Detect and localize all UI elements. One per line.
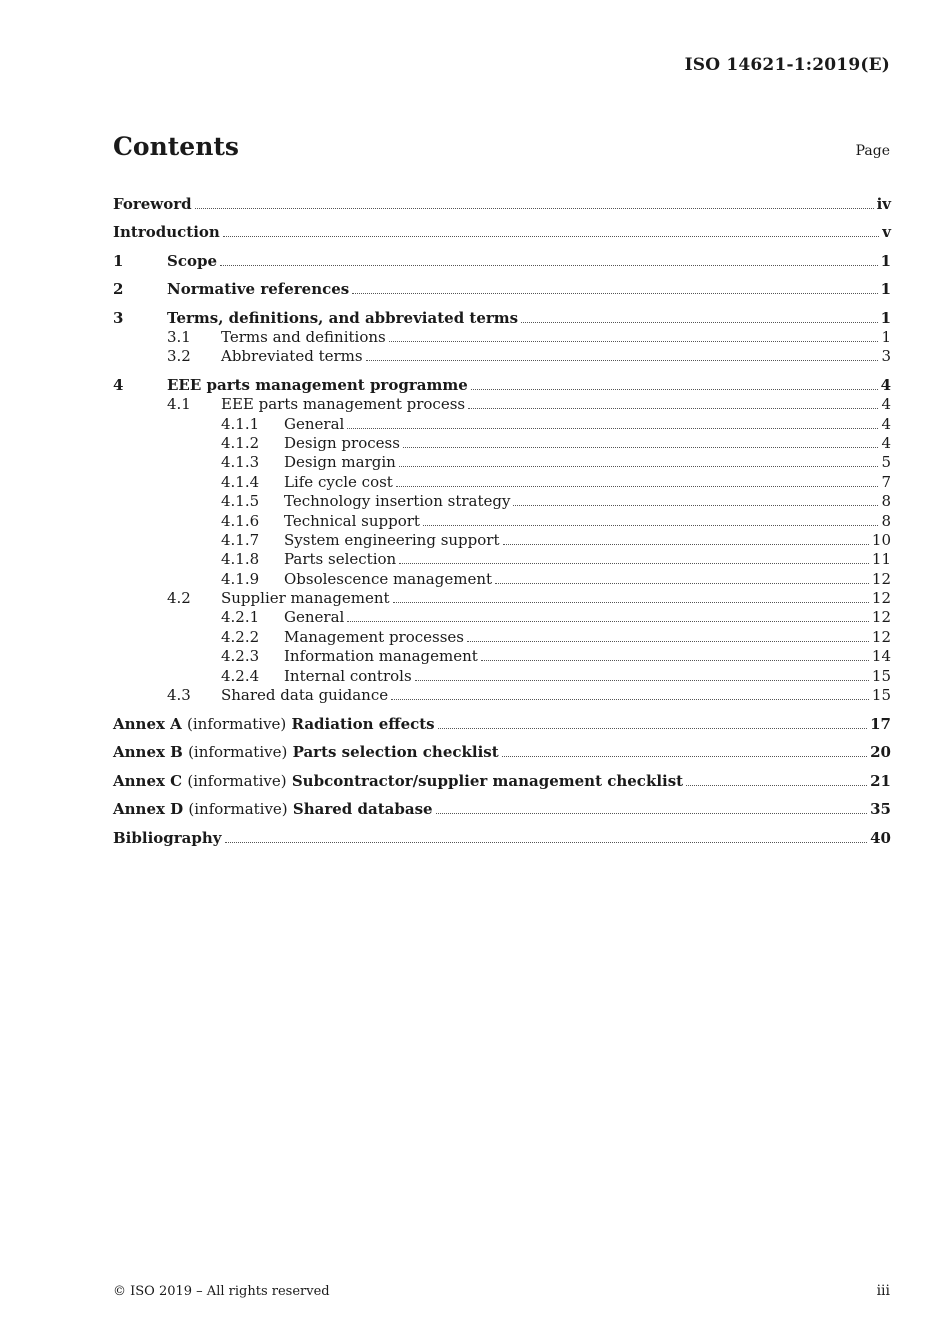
toc-title: Scope xyxy=(167,251,218,270)
dot-leader xyxy=(481,659,869,661)
toc-entry-normative-references[interactable] xyxy=(113,270,891,299)
toc-title: Parts selection xyxy=(284,550,397,569)
toc-entry-system-engineering[interactable] xyxy=(113,530,891,549)
dot-leader xyxy=(391,698,869,700)
dot-leader xyxy=(347,620,869,622)
toc-title xyxy=(113,800,433,818)
toc-number: 4.1 xyxy=(167,395,191,414)
toc-page: 1 xyxy=(880,308,891,327)
toc-page: 1 xyxy=(880,251,891,270)
toc-number: 3.2 xyxy=(167,347,191,366)
toc-title: Bibliography xyxy=(113,828,222,847)
toc-title: Internal controls xyxy=(284,666,412,685)
toc-page: 12 xyxy=(871,569,891,588)
annex-title: Parts selection checklist xyxy=(292,743,499,762)
dot-leader xyxy=(468,407,878,409)
annex-qualifier: (informative) xyxy=(188,743,288,762)
toc-title: Design margin xyxy=(284,453,396,472)
dot-leader xyxy=(399,465,879,467)
annex-label: Annex A xyxy=(113,714,182,733)
dot-leader xyxy=(223,235,879,237)
toc-title: Terms, definitions, and abbreviated terms xyxy=(167,308,519,327)
toc-page: 12 xyxy=(871,589,891,608)
toc-number: 4.2.2 xyxy=(221,627,260,646)
annex-title: Radiation effects xyxy=(291,714,435,733)
toc-page: 12 xyxy=(871,608,891,627)
toc-number: 4.2.1 xyxy=(221,608,260,627)
toc-title: Design process xyxy=(284,433,400,452)
toc-entry-supplier-management[interactable] xyxy=(113,588,891,607)
toc-entry-design-process[interactable] xyxy=(113,433,891,452)
toc-page: 4 xyxy=(881,395,891,414)
annex-label: Annex C xyxy=(113,771,183,790)
toc-number: 2 xyxy=(113,280,124,298)
toc-entry-annex-c[interactable] xyxy=(113,761,891,790)
toc-title: General xyxy=(284,414,345,433)
toc-entry-introduction[interactable] xyxy=(113,213,891,242)
toc-page: 1 xyxy=(880,280,891,298)
dot-leader xyxy=(686,784,867,786)
toc-title: General xyxy=(284,608,345,627)
toc-page: 4 xyxy=(880,375,891,394)
toc-entry-supplier-general[interactable] xyxy=(113,607,891,626)
toc-title: Terms and definitions xyxy=(221,327,386,346)
toc-page: 5 xyxy=(881,453,891,472)
toc-title: Abbreviated terms xyxy=(221,347,363,366)
toc-page: 12 xyxy=(871,627,891,646)
toc-number: 4.1.1 xyxy=(221,414,260,433)
toc-number: 4.3 xyxy=(167,686,191,705)
toc-entry-abbreviated-terms[interactable] xyxy=(113,346,891,365)
dot-leader xyxy=(423,524,879,526)
toc-number: 4.2 xyxy=(167,589,191,608)
toc-page: 4 xyxy=(881,433,891,452)
dot-leader xyxy=(495,582,869,584)
annex-title: Subcontractor/supplier management checklist xyxy=(291,771,684,790)
toc-page: 14 xyxy=(871,647,891,666)
toc-number: 4.1.5 xyxy=(221,492,260,511)
toc-page: 4 xyxy=(881,414,891,433)
toc-page: 11 xyxy=(871,550,891,569)
toc-entry-obsolescence[interactable] xyxy=(113,568,891,587)
toc-entry-annex-b[interactable] xyxy=(113,733,891,762)
dot-leader xyxy=(502,755,867,757)
annex-title: Shared database xyxy=(292,800,433,819)
toc-number: 4.2.3 xyxy=(221,647,260,666)
toc-title: EEE parts management process xyxy=(221,395,466,414)
dot-leader xyxy=(366,359,879,361)
toc-entry-scope[interactable] xyxy=(113,241,891,270)
toc-number: 1 xyxy=(113,251,124,270)
dot-leader xyxy=(352,292,877,294)
dot-leader xyxy=(521,321,877,323)
toc-entry-management-processes[interactable] xyxy=(113,626,891,645)
dot-leader xyxy=(389,340,879,342)
toc-page: 8 xyxy=(881,511,891,530)
toc-title: Technical support xyxy=(284,511,420,530)
toc-title: Information management xyxy=(284,647,478,666)
dot-leader xyxy=(503,543,869,545)
toc-entry-technology-insertion[interactable] xyxy=(113,491,891,510)
toc-entry-internal-controls[interactable] xyxy=(113,665,891,684)
toc-title: Foreword xyxy=(113,194,192,213)
toc-title: Normative references xyxy=(167,280,350,298)
toc-number: 4.2.4 xyxy=(221,666,260,685)
toc-entry-parts-selection[interactable] xyxy=(113,549,891,568)
dot-leader xyxy=(399,562,869,564)
toc-page: 21 xyxy=(870,771,891,790)
toc-entry-shared-data-guidance[interactable] xyxy=(113,685,891,704)
toc-entry-annex-d[interactable] xyxy=(113,790,891,819)
toc-page: 15 xyxy=(871,666,891,685)
toc-page: 17 xyxy=(870,714,891,733)
toc-title: Supplier management xyxy=(221,589,390,608)
toc-title: Management processes xyxy=(284,627,464,646)
toc-entry-annex-a[interactable] xyxy=(113,704,891,733)
dot-leader xyxy=(415,679,869,681)
annex-qualifier: (informative) xyxy=(188,800,288,819)
dot-leader xyxy=(471,388,878,390)
toc-page: 20 xyxy=(870,743,891,762)
dot-leader xyxy=(467,640,869,642)
toc-title: Life cycle cost xyxy=(284,472,393,491)
toc-entry-terms[interactable] xyxy=(113,298,891,327)
toc-number: 3 xyxy=(113,308,124,327)
toc-entry-terms-definitions[interactable] xyxy=(113,327,891,346)
toc-page: 8 xyxy=(881,492,891,511)
toc-entry-eee-process[interactable] xyxy=(113,394,891,413)
dot-leader xyxy=(393,601,869,603)
dot-leader xyxy=(513,504,878,506)
toc-page: v xyxy=(882,223,891,241)
toc-number: 4.1.2 xyxy=(221,433,260,452)
dot-leader xyxy=(438,727,867,729)
toc-page: iv xyxy=(876,194,891,213)
annex-qualifier: (informative) xyxy=(187,714,287,733)
toc-title: Technology insertion strategy xyxy=(284,492,511,511)
toc-title: Introduction xyxy=(113,223,220,241)
copyright-notice: © ISO 2019 – All rights reserved xyxy=(113,1284,330,1299)
toc-page: 10 xyxy=(871,530,891,549)
toc-title: Obsolescence management xyxy=(284,569,493,588)
annex-label: Annex B xyxy=(113,743,183,762)
toc-number: 4.1.9 xyxy=(221,569,260,588)
toc-number: 4.1.3 xyxy=(221,453,260,472)
toc-entry-information-management[interactable] xyxy=(113,646,891,665)
toc-number: 4 xyxy=(113,375,124,394)
standard-identifier: ISO 14621-1:2019(E) xyxy=(684,55,890,75)
toc-entry-general[interactable] xyxy=(113,413,891,432)
annex-label: Annex D xyxy=(113,800,184,819)
page-number: iii xyxy=(876,1283,890,1299)
toc-page: 1 xyxy=(881,327,891,346)
toc-page: 35 xyxy=(870,800,891,819)
toc-entry-bibliography[interactable] xyxy=(113,818,891,847)
toc-number: 4.1.6 xyxy=(221,511,260,530)
dot-leader xyxy=(225,841,868,843)
annex-qualifier: (informative) xyxy=(187,771,287,790)
toc-number: 4.1.4 xyxy=(221,472,260,491)
toc-title: Shared data guidance xyxy=(221,686,389,705)
dot-leader xyxy=(436,812,868,814)
toc-page: 15 xyxy=(871,686,891,705)
dot-leader xyxy=(396,485,879,487)
toc-page: 40 xyxy=(870,828,891,847)
toc-page: 7 xyxy=(881,472,891,491)
toc-entry-technical-support[interactable] xyxy=(113,510,891,529)
toc-title: System engineering support xyxy=(284,530,500,549)
dot-leader xyxy=(195,207,874,209)
toc-entry-design-margin[interactable] xyxy=(113,452,891,471)
page-column-label: Page xyxy=(855,143,890,159)
toc-entry-life-cycle-cost[interactable] xyxy=(113,471,891,490)
dot-leader xyxy=(220,264,878,266)
toc-entry-foreword[interactable] xyxy=(113,184,891,213)
page-title: Contents xyxy=(113,132,240,161)
toc-number: 4.1.7 xyxy=(221,530,260,549)
table-of-contents xyxy=(113,184,891,847)
toc-title: EEE parts management programme xyxy=(167,375,468,394)
dot-leader xyxy=(347,427,878,429)
dot-leader xyxy=(403,446,879,448)
toc-title xyxy=(113,743,499,761)
toc-number: 3.1 xyxy=(167,327,191,346)
toc-entry-eee-programme[interactable] xyxy=(113,365,891,394)
toc-page: 3 xyxy=(881,347,891,366)
toc-number: 4.1.8 xyxy=(221,550,260,569)
toc-title xyxy=(113,772,683,790)
toc-title xyxy=(113,715,435,733)
